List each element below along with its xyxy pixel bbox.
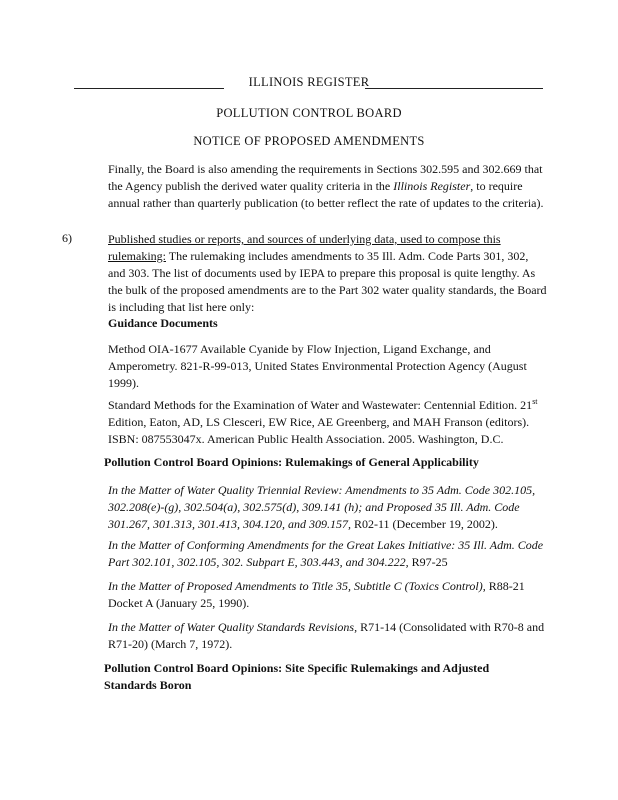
opinions-site-heading: Pollution Control Board Opinions: Site Specific Rulemakings and Adjusted Standards Boron [104,661,490,692]
section6-heading: Published studies or reports, and sources of underlying data, used to compose this rulemaking: [108,232,501,263]
opinions-general-heading: Pollution Control Board Opinions: Rulemakings of General Applicability [104,455,479,469]
board-title: POLLUTION CONTROL BOARD [216,106,402,120]
opinion-item: In the Matter of Water Quality Triennial Review: Amendments to 35 Adm. Code 302.105, 302.208(e)-(g), 302.504(a), 302.575(d), 309.141 (h); and Proposed 35 Ill. Adm. Code 301.267, 301.313, 301.413, 304.120, and 309.157, R02-11 (December 19, 2002). [108,483,536,531]
opinion-item: In the Matter of Proposed Amendments to Title 35, Subtitle C (Toxics Control), R88-21 Docket A (January 25, 1990). [108,579,525,610]
section-number: 6) [62,231,72,245]
reference-item: Standard Methods for the Examination of Water and Wastewater: Centennial Edition. 21st Edition, Eaton, AD, LS Clesceri, EW Rice, AE Greenberg, and MAH Franson (editors). ISBN: 087553047x. American Public Health Association. 2005. Washington, D.C. [108,397,538,446]
register-title: ILLINOIS REGISTER [248,75,370,89]
opinion-item: In the Matter of Conforming Amendments for the Great Lakes Initiative: 35 Ill. Adm. Code Part 302.101, 302.105, 302. Subpart E, 303.443, and 304.222, R97-25 [108,538,544,569]
finally-paragraph: Finally, the Board is also amending the requirements in Sections 302.595 and 302.669 that the Agency publish the derived water quality criteria in the Illinois Register, to require annual rather than quarterly publication (to better reflect the rate of updates to the criteria). [108,162,544,210]
notice-title: NOTICE OF PROPOSED AMENDMENTS [193,134,425,148]
section6-paragraph: Published studies or reports, and sources of underlying data, used to compose this rulemaking: The rulemaking includes amendments to 35 Ill. Adm. Code Parts 301, 302, and 303. The list of documents used by IEPA to prepare this proposal is quite lengthy. As the bulk of the proposed amendments are to the Part 302 water quality standards, the Board is including that list here only: [108,232,547,314]
guidance-heading: Guidance Documents [108,316,218,330]
reference-item: Method OIA-1677 Available Cyanide by Flow Injection, Ligand Exchange, and Amperometry. 821-R-99-013, United States Environmental Protection Agency (August 1999). [108,342,527,390]
opinion-item: In the Matter of Water Quality Standards Revisions, R71-14 (Consolidated with R70-8 and R71-20) (March 7, 1972). [108,620,545,651]
